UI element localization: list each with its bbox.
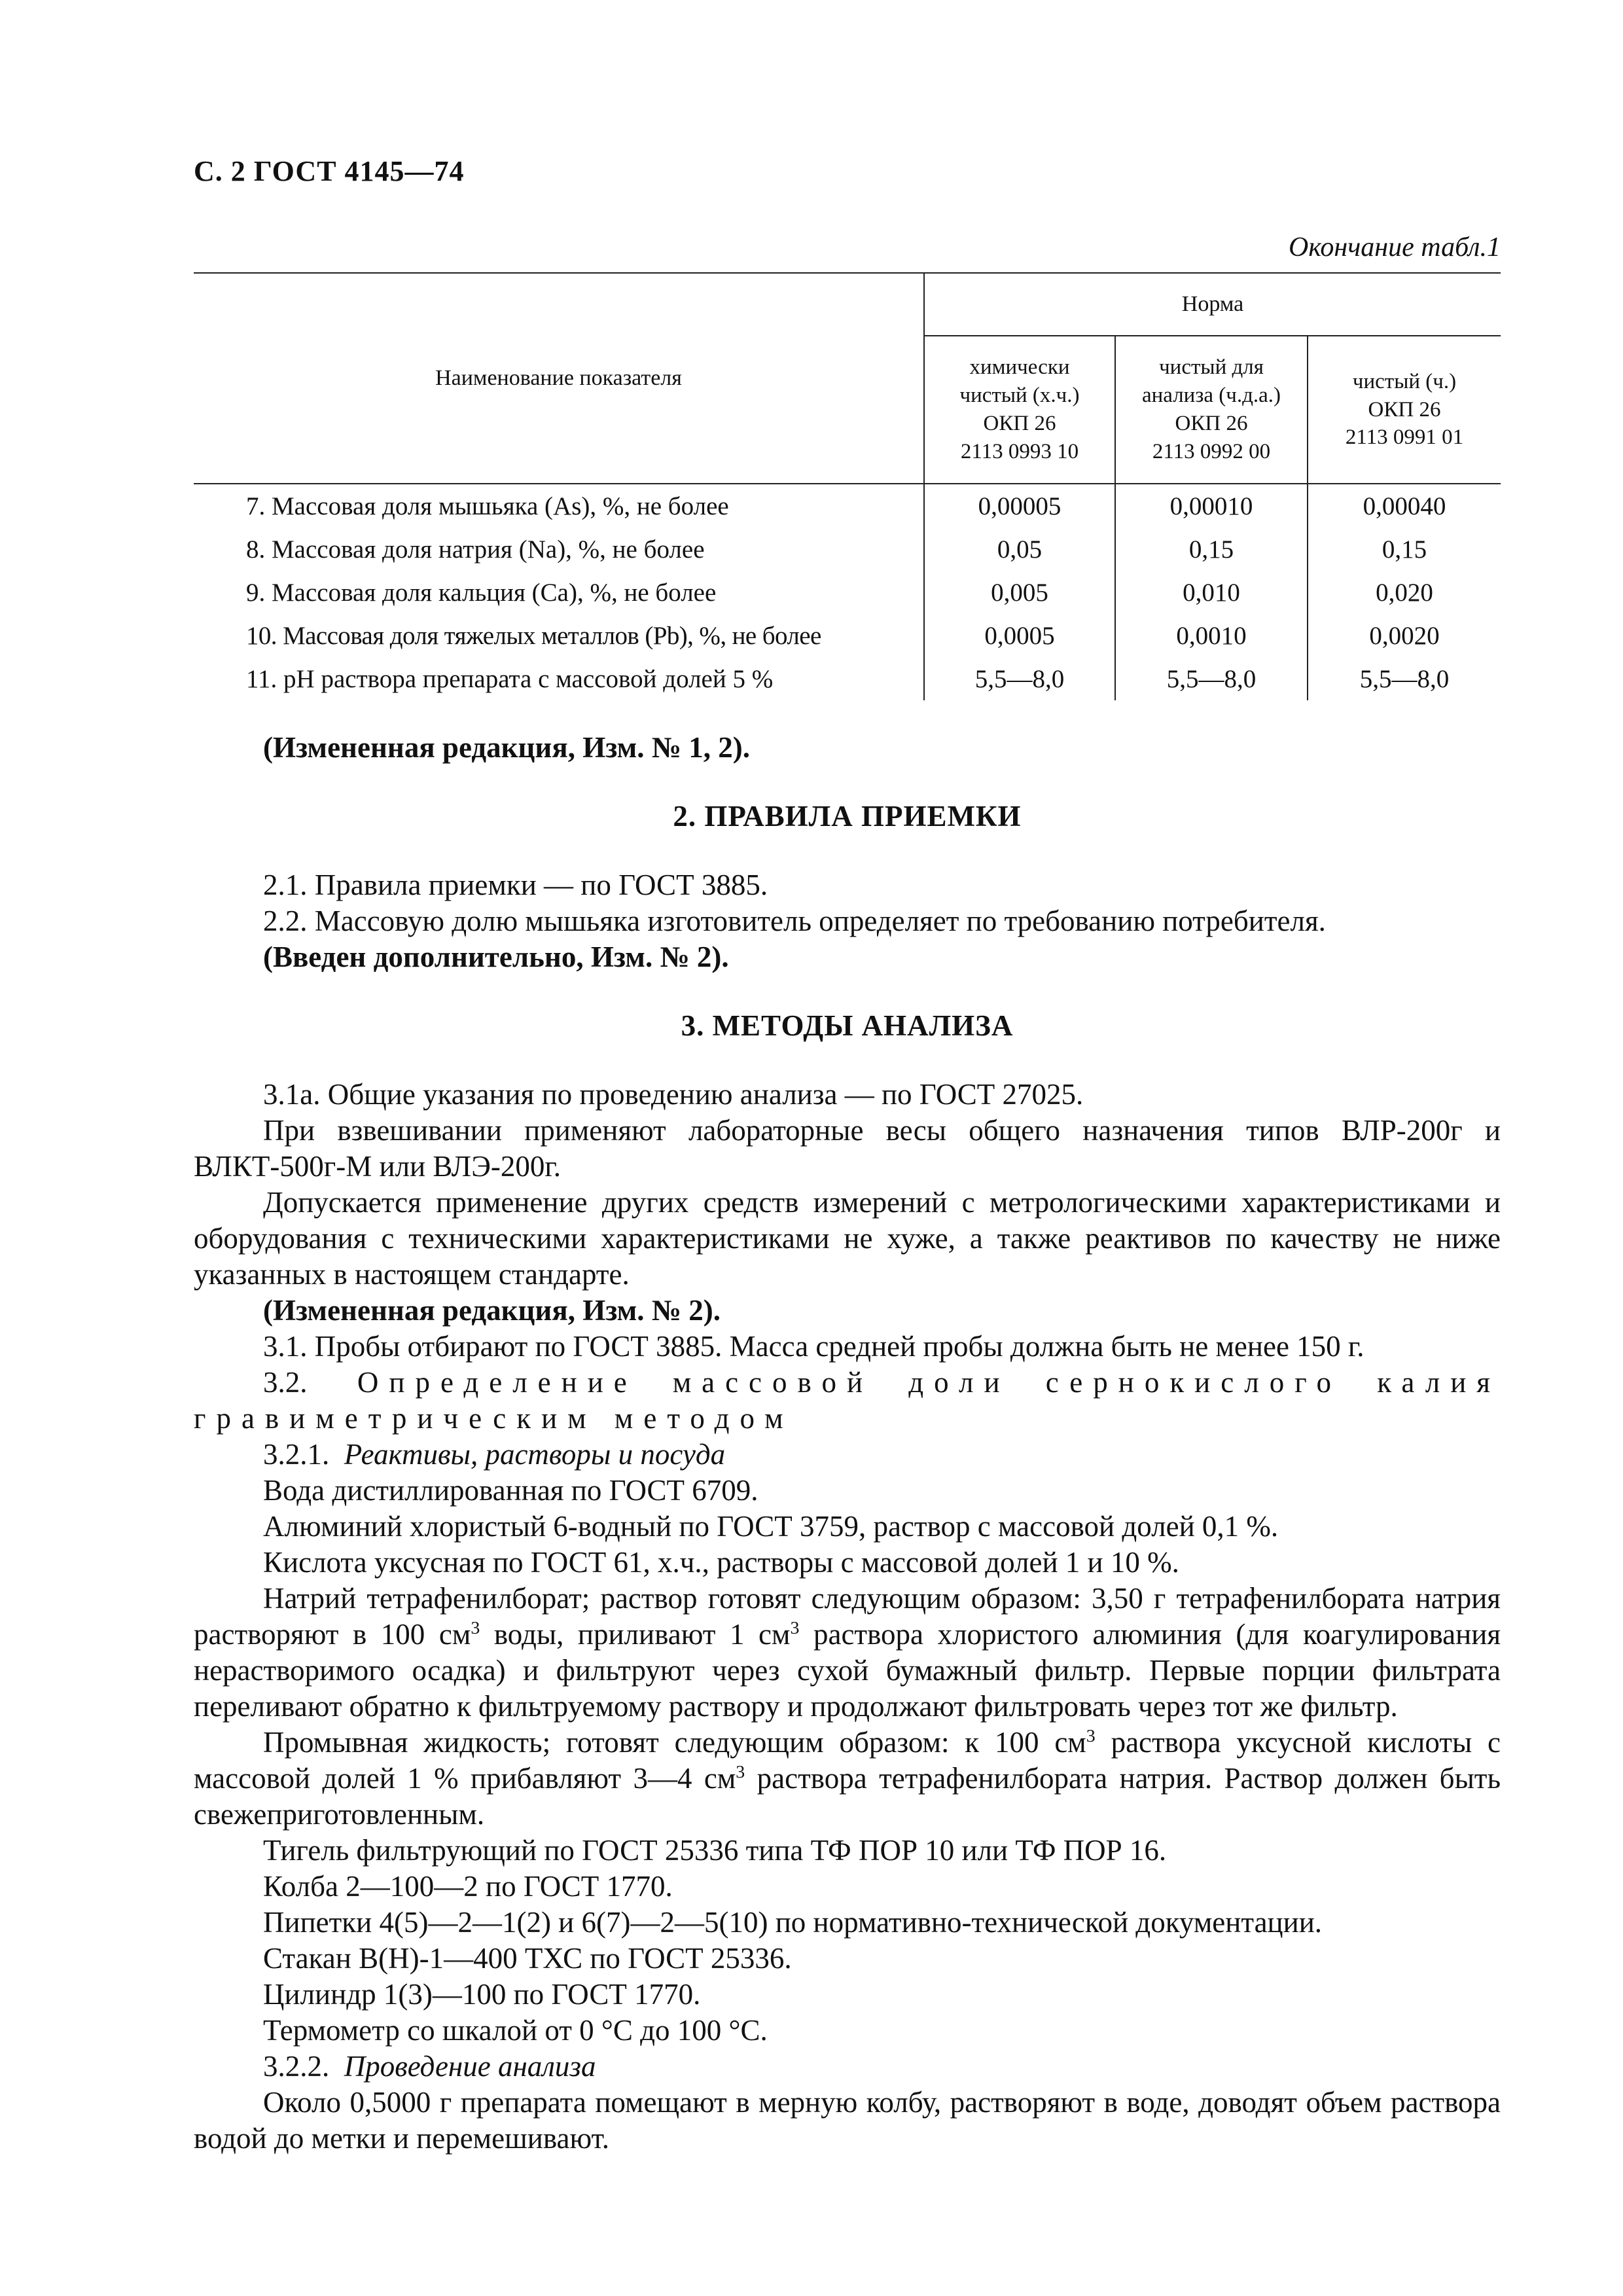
equipment-pipettes: Пипетки 4(5)—2—1(2) и 6(7)—2—5(10) по нормативно-технической документации.	[263, 1906, 1323, 1939]
column-header-indicator: Наименование показателя	[194, 273, 924, 484]
superscript: 3	[790, 1618, 800, 1638]
grade-1-line-1: химически	[969, 355, 1070, 380]
row-indicator-name: 10. Массовая доля тяжелых металлов (Pb), %, не более	[246, 621, 821, 650]
equipment-thermometer: Термометр со шкалой от 0 °C до 100 °C.	[263, 2014, 768, 2047]
clause-title-italic: Проведение анализа	[344, 2050, 596, 2083]
document-body	[194, 730, 1501, 2157]
column-group-header-norm: Норма	[924, 273, 1501, 336]
page-header: С. 2 ГОСТ 4145—74	[194, 155, 465, 187]
grade-1-line-4: 2113 0993 10	[960, 439, 1079, 463]
row-value: 0,00010	[1115, 484, 1308, 528]
reagent-wash-liquid: Промывная жидкость; готовят следующим образом: к 100 $см^3$ раствора уксусной кислоты с массовой долей 1 % прибавляют 3—4 $см^3$ раствора тетрафенилбората натрия. Раствор должен быть свежеприготовленным.	[194, 1726, 1501, 1831]
reagent-sodium-tetraphenylborate: Натрий тетрафенилборат; раствор готовят следующим образом: 3,50 г тетрафенилбората натрия растворяют в 100 $см^3$ воды, приливают 1 $см^3$ раствора хлористого алюминия (для коагулирования нерастворимого осадка) и фильтруют через сухой бумажный фильтр. Первые порции фильтрата переливают обратно к фильтруемому раствору и продолжают фильтровать через тот же фильтр.	[194, 1582, 1501, 1723]
equipment-flask: Колба 2—100—2 по ГОСТ 1770.	[263, 1870, 673, 1903]
column-header-grade-3	[1308, 336, 1501, 484]
paragraph-weighing: При взвешивании применяют лабораторные весы общего назначения типов ВЛР-200г и ВЛКТ-500г-М или ВЛЭ-200г.	[194, 1114, 1501, 1183]
clause-number: 3.2.	[263, 1366, 308, 1399]
grade-3-line-1: чистый (ч.)	[1352, 369, 1457, 393]
grade-3-line-2: ОКП 26	[1368, 397, 1441, 422]
equipment-cylinder: Цилиндр 1(3)—100 по ГОСТ 1770.	[263, 1978, 701, 2011]
row-value: 5,5—8,0	[924, 657, 1115, 700]
clause-number: 3.2.2.	[263, 2050, 330, 2083]
spec-table	[194, 272, 1501, 700]
grade-2-line-4: 2113 0992 00	[1152, 439, 1271, 463]
reagent-aluminium: Алюминий хлористый 6-водный по ГОСТ 3759, раствор с массовой долей 0,1 %.	[263, 1510, 1279, 1543]
paragraph-3-2-1	[194, 1437, 1501, 1473]
grade-2-line-2: анализа (ч.д.а.)	[1141, 384, 1281, 408]
clause-title-spaced: Определение массовой доли сернокислого калия гравиметрическим методом	[194, 1366, 1501, 1435]
table-row	[194, 484, 1501, 528]
equipment-beaker: Стакан В(Н)-1—400 ТХС по ГОСТ 25336.	[263, 1942, 792, 1975]
row-value: 0,0005	[924, 614, 1115, 657]
superscript: 3	[471, 1618, 480, 1638]
row-indicator-name: 9. Массовая доля кальция (Ca), %, не более	[246, 578, 717, 607]
paragraph-3-2-2	[194, 2049, 1501, 2085]
paragraph-3-1: 3.1. Пробы отбирают по ГОСТ 3885. Масса средней пробы должна быть не менее 150 г.	[263, 1330, 1364, 1363]
table-row	[194, 571, 1501, 614]
equipment-crucible: Тигель фильтрующий по ГОСТ 25336 типа ТФ ПОР 10 или ТФ ПОР 16.	[263, 1834, 1167, 1867]
spec-table-wrapper	[194, 272, 1501, 700]
amendment-note: (Измененная редакция, Изм. № 1, 2).	[263, 731, 751, 764]
row-value: 0,05	[924, 528, 1115, 571]
row-value: 0,15	[1308, 528, 1501, 571]
paragraph-3-1a: 3.1а. Общие указания по проведению анализа — по ГОСТ 27025.	[263, 1078, 1084, 1111]
table-row	[194, 614, 1501, 657]
superscript: 3	[736, 1762, 745, 1782]
paragraph-3-2	[194, 1365, 1501, 1437]
row-value: 0,0010	[1115, 614, 1308, 657]
reagent-acetic-acid: Кислота уксусная по ГОСТ 61, х.ч., растворы с массовой долей 1 и 10 %.	[263, 1546, 1179, 1579]
reagent-water: Вода дистиллированная по ГОСТ 6709.	[263, 1474, 758, 1507]
table-row	[194, 657, 1501, 700]
row-value: 5,5—8,0	[1308, 657, 1501, 700]
table-caption: Окончание табл.1	[1289, 232, 1501, 262]
table-row	[194, 528, 1501, 571]
row-indicator-name: 11. pH раствора препарата с массовой долей 5 %	[246, 664, 774, 693]
superscript: 3	[1086, 1726, 1096, 1746]
amendment-note: (Введен дополнительно, Изм. № 2).	[263, 941, 729, 973]
row-value: 0,020	[1308, 571, 1501, 614]
row-indicator-name: 8. Массовая доля натрия (Na), %, не более	[246, 535, 705, 564]
row-value: 0,00040	[1308, 484, 1501, 528]
paragraph-2-1: 2.1. Правила приемки — по ГОСТ 3885.	[263, 869, 768, 901]
row-value: 5,5—8,0	[1115, 657, 1308, 700]
column-header-grade-2	[1115, 336, 1308, 484]
section-2-heading: 2. ПРАВИЛА ПРИЕМКИ	[673, 800, 1022, 833]
row-value: 0,15	[1115, 528, 1308, 571]
row-value: 0,010	[1115, 571, 1308, 614]
row-value: 0,00005	[924, 484, 1115, 528]
grade-3-line-3: 2113 0991 01	[1345, 425, 1464, 450]
paragraph-allowance: Допускается применение других средств измерений с метрологическими характеристиками и оборудования с техническими характеристиками не хуже, а также реактивов по качеству не ниже указанных в настоящем стандарте.	[194, 1186, 1501, 1291]
row-indicator-name: 7. Массовая доля мышьяка (As), %, не более	[246, 492, 729, 520]
clause-title-italic: Реактивы, растворы и посуда	[344, 1438, 726, 1471]
section-3-heading: 3. МЕТОДЫ АНАЛИЗА	[681, 1009, 1014, 1042]
grade-1-line-3: ОКП 26	[983, 412, 1056, 435]
amendment-note: (Измененная редакция, Изм. № 2).	[263, 1294, 721, 1327]
column-header-grade-1	[924, 336, 1115, 484]
grade-1-line-2: чистый (х.ч.)	[959, 384, 1080, 408]
grade-2-line-1: чистый для	[1159, 355, 1264, 380]
row-value: 0,005	[924, 571, 1115, 614]
row-value: 0,0020	[1308, 614, 1501, 657]
clause-number: 3.2.1.	[263, 1438, 330, 1471]
paragraph-2-2: 2.2. Массовую долю мышьяка изготовитель определяет по требованию потребителя.	[263, 905, 1326, 937]
paragraph-procedure: Около 0,5000 г препарата помещают в мерную колбу, растворяют в воде, доводят объем раствора водой до метки и перемешивают.	[194, 2086, 1501, 2155]
grade-2-line-3: ОКП 26	[1175, 412, 1248, 435]
